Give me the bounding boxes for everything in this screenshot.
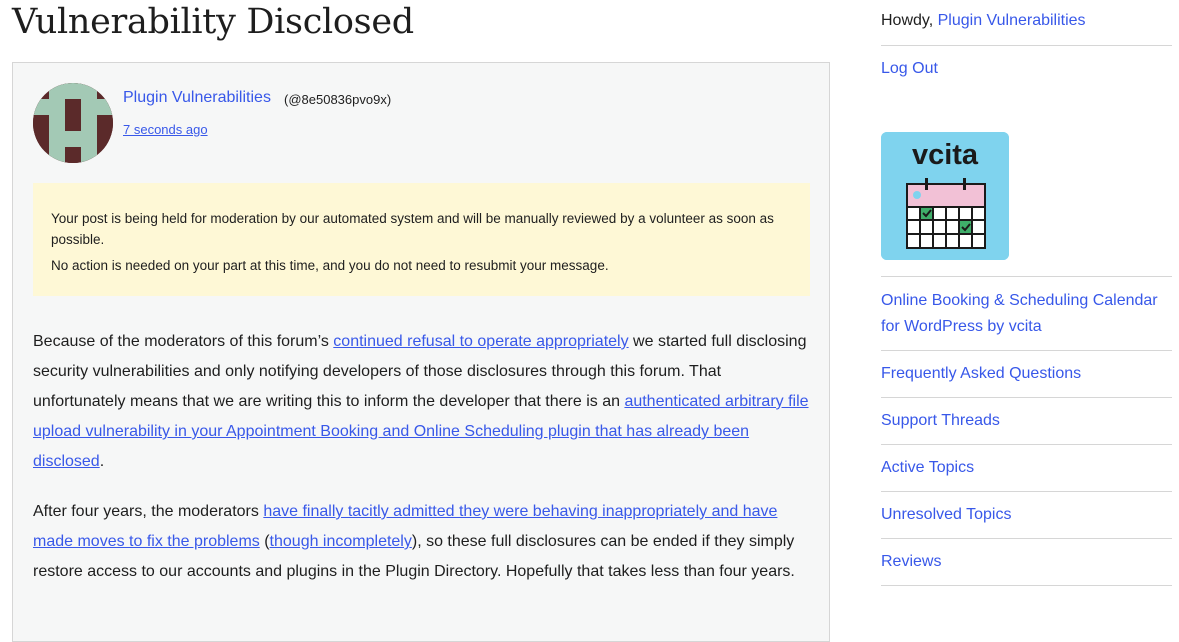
p1-text-1: Because of the moderators of this forum’s [33,333,334,350]
sidebar-divider [881,350,1172,351]
active-topics-link[interactable]: Active Topics [881,459,975,476]
author-avatar[interactable] [33,83,113,163]
refusal-link[interactable]: continued refusal to operate appropriately [333,333,629,350]
howdy-greeting [881,12,1086,30]
sidebar-divider [881,444,1172,445]
p1-text-3: . [99,453,105,470]
sidebar-divider [881,397,1172,398]
reply-post [12,62,830,642]
post-content [33,327,813,607]
p2-text-2: ( [259,533,270,550]
sidebar-divider [881,538,1172,539]
post-paragraph-2 [33,497,813,587]
plugin-title-link[interactable]: Online Booking & Scheduling Calendar for WordPress by vcita [881,292,1158,335]
page-title: Vulnerability Disclosed [12,2,414,42]
author-name-link[interactable]: Plugin Vulnerabilities [123,89,271,106]
sidebar-divider [881,585,1172,586]
sidebar-divider [881,491,1172,492]
p2-text-3: ), so these full disclosures can be ended if they simply restore access to our accounts and plugins in the Plugin Directory. Hopefully that takes less than four years. [33,533,795,580]
notice-line-2: No action is needed on your part at this time, and you do not need to resubmit your message. [51,258,609,273]
faq-link[interactable]: Frequently Asked Questions [881,365,1082,382]
moderators-admission-link[interactable]: have finally tacitly admitted they were behaving inappropriately and have made moves to fix the problems [33,503,778,550]
p2-text-1: After four years, the moderators [33,503,264,520]
icon-brand-text: vcita [911,139,979,171]
moderation-notice [33,183,810,296]
howdy-label: Howdy, [881,12,938,29]
unresolved-topics-link[interactable]: Unresolved Topics [881,506,1012,523]
post-paragraph-1 [33,327,813,477]
support-threads-link[interactable]: Support Threads [881,412,1000,429]
incompletely-link[interactable]: though incompletely [269,533,412,550]
identicon-icon [33,83,113,163]
sidebar-divider [881,276,1172,277]
logout-link[interactable]: Log Out [881,60,938,77]
p1-text-2: we started full disclosing security vulnerabilities and only notifying developers of those disclosures through this forum. That unfortunately means that we are writing this to inform the developer that there is an [33,333,807,410]
vulnerability-disclosure-link[interactable]: authenticated arbitrary file upload vulnerability in your Appointment Booking and Online Scheduling plugin that has already been disclosed [33,393,809,470]
vcita-calendar-icon [881,132,1009,260]
notice-line-1: Your post is being held for moderation by our automated system and will be manually reviewed by a volunteer as soon as possible. [51,211,774,247]
sidebar-divider [881,45,1172,46]
author-handle: (@8e50836pvo9x) [284,92,392,107]
post-timestamp-link[interactable]: 7 seconds ago [123,122,208,137]
reviews-link[interactable]: Reviews [881,553,942,570]
plugin-icon[interactable] [881,132,1009,260]
user-profile-link[interactable]: Plugin Vulnerabilities [937,12,1086,29]
